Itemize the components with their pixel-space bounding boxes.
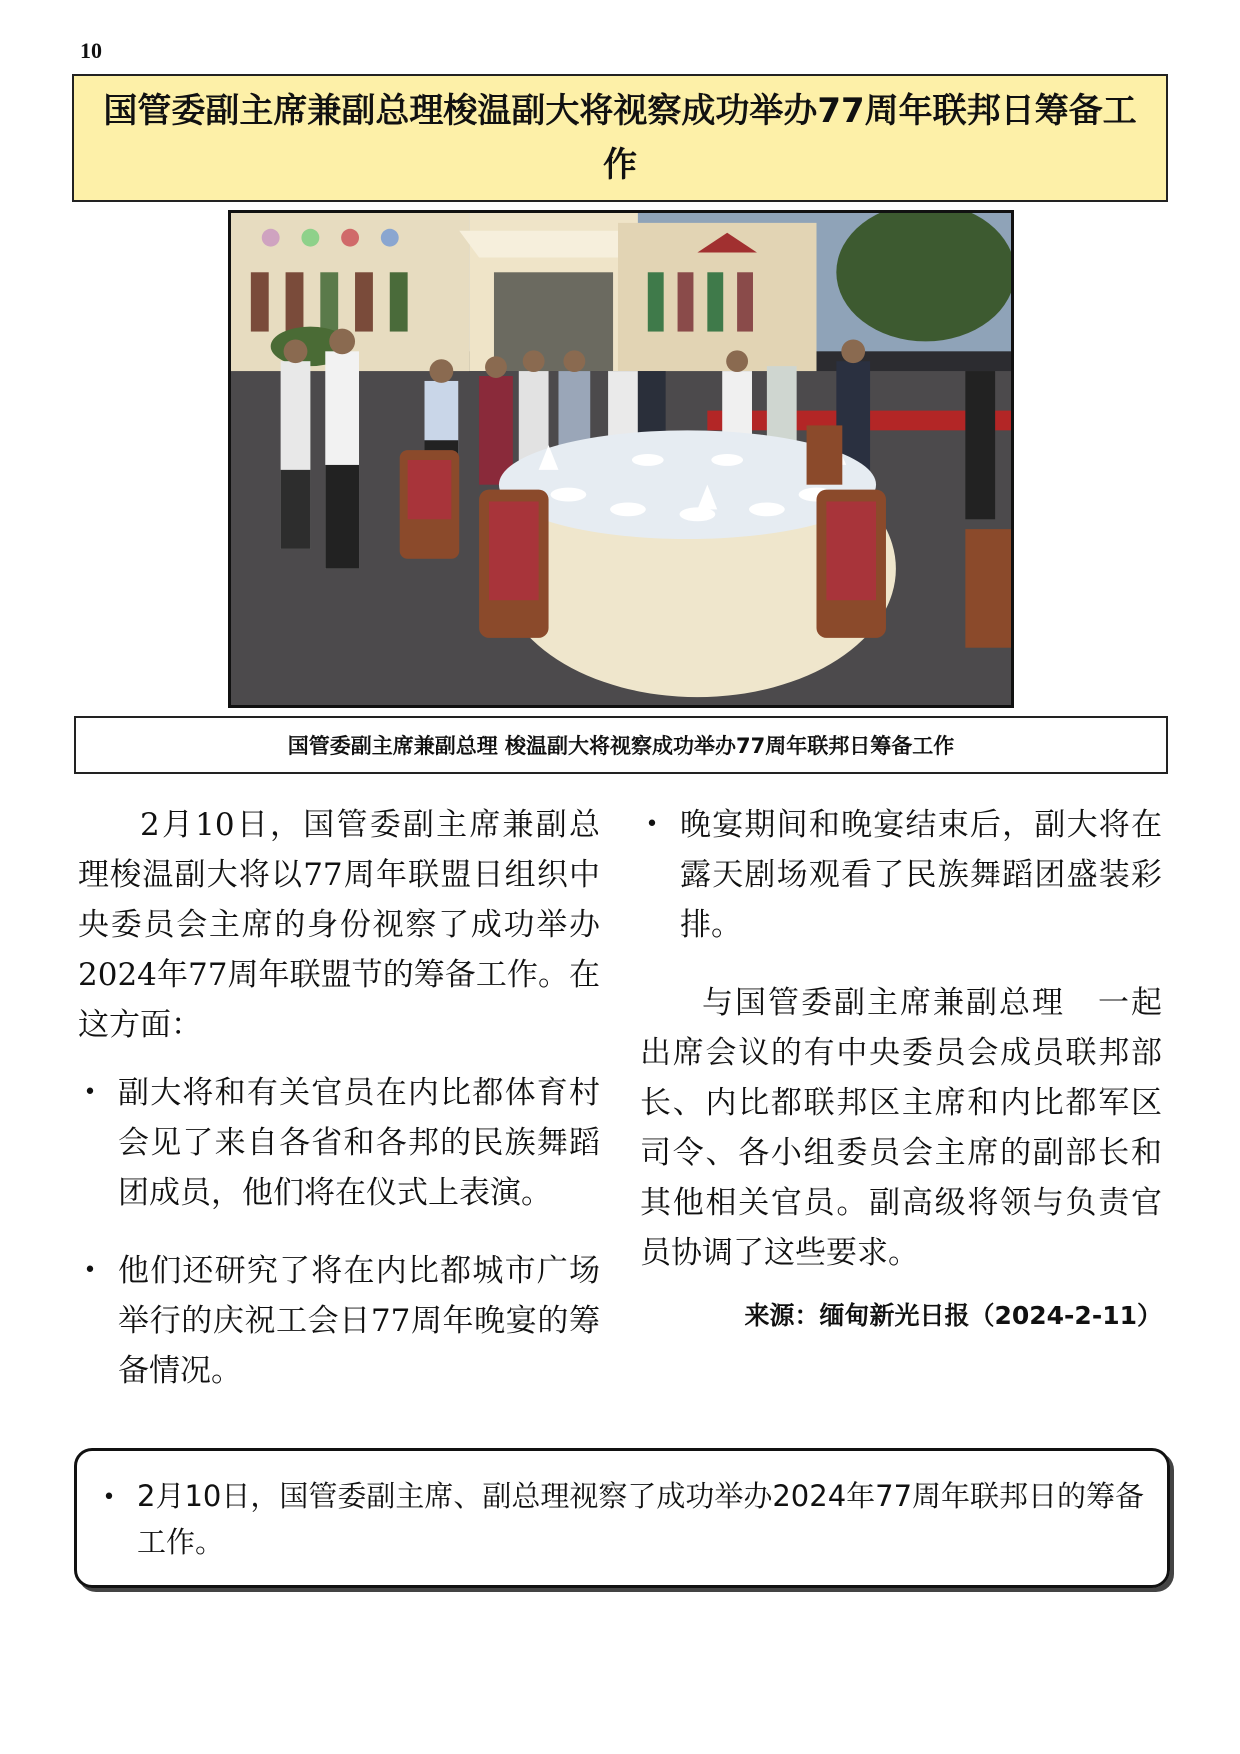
list-item [78,1068,600,1218]
bullet-icon: • [102,1485,116,1510]
headline-banner [72,74,1168,202]
list-item-text: 晚宴期间和晚宴结束后，副大将在露天剧场观看了民族舞蹈团盛装彩排。 [680,807,1162,943]
article-bullet-list-right [640,800,1162,950]
summary-text: 2月10日，国管委副主席、副总理视察了成功举办2024年77周年联邦日的筹备工作。 [137,1479,1145,1559]
article-intro: 2月10日，国管委副主席兼副总理梭温副大将以77周年联盟日组织中央委员会主席的身份视察了成功举办2024年77周年联盟节的筹备工作。在这方面： [78,807,600,1043]
headline: 国管委副主席兼副总理梭温副大将视察成功举办77周年联邦日筹备工作 [103,91,1137,185]
entrance [494,272,613,371]
summary-list [97,1473,1147,1565]
photo-caption-box [74,716,1168,774]
list-item-text: 副大将和有关官员在内比都体育村会见了来自各省和各邦的民族舞蹈团成员，他们将在仪式上表演。 [118,1075,600,1211]
article-bullet-list-left [78,1068,600,1396]
page-number: 10 [80,38,102,63]
bullet-icon: • [83,1258,97,1283]
photo-caption: 国管委副主席兼副总理 梭温副大将视察成功举办77周年联邦日筹备工作 [287,734,955,758]
list-item [640,800,1162,950]
article-closing: 与国管委副主席兼副总理 一起出席会议的有中央委员会成员联邦部长、内比都联邦区主席和内比都军区司令、各小组委员会主席的副部长和其他相关官员。副高级将领与负责官员协调了这些要求。 [640,985,1162,1271]
list-item [78,1246,600,1396]
article-right-column [640,800,1162,1338]
news-photo [228,210,1014,708]
bullet-icon: • [83,1080,97,1105]
article-left-column [78,800,600,1396]
summary-box [74,1448,1170,1588]
bullet-icon: • [645,812,659,837]
list-item-text: 他们还研究了将在内比都城市广场举行的庆祝工会日77周年晚宴的筹备情况。 [118,1253,600,1389]
banquet-photo-illustration [231,213,1011,705]
list-item [97,1473,1147,1565]
article-source: 来源：缅甸新光日报（2024-2-11） [744,1301,1162,1330]
